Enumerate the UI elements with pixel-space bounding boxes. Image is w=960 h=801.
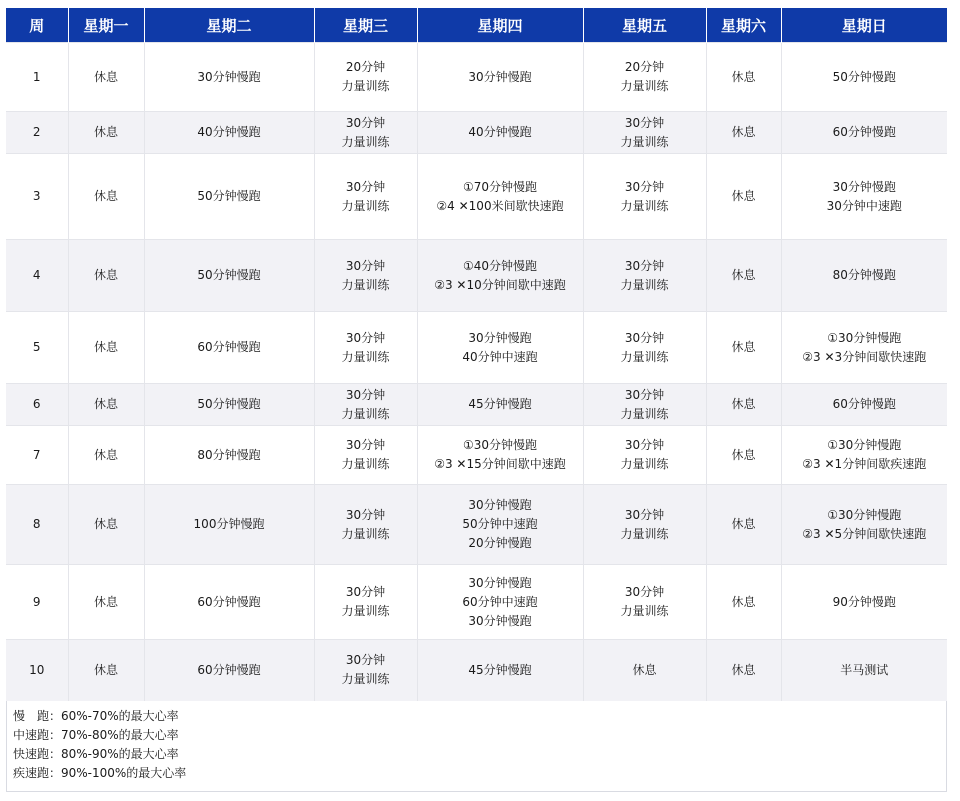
cell-line: 40分钟中速跑: [462, 349, 538, 364]
cell-line: 80分钟慢跑: [197, 447, 261, 462]
cell-sunday: [781, 485, 947, 565]
cell-thursday: [417, 485, 583, 565]
cell-saturday: [706, 154, 781, 240]
cell-line: ①30分钟慢跑: [827, 438, 902, 452]
cell-line: 30分钟慢跑: [468, 330, 532, 345]
cell-line: 60分钟慢跑: [832, 125, 896, 139]
cell-line: 30分钟: [624, 258, 665, 273]
cell-line: 力量训练: [620, 457, 669, 471]
cell-tuesday: [144, 240, 314, 312]
cell-line: 休息: [731, 125, 756, 139]
cell-monday: [68, 426, 144, 485]
cell-tuesday: [144, 640, 314, 701]
cell-line: 30分钟: [345, 585, 386, 599]
cell-line: 力量训练: [620, 604, 669, 618]
cell-line: 30分钟中速跑: [826, 198, 902, 213]
cell-monday: [68, 485, 144, 565]
cell-line: 30分钟: [624, 585, 665, 599]
cell-line: ①40分钟慢跑: [462, 258, 538, 273]
cell-line: 30分钟: [345, 330, 386, 345]
cell-line: 力量训练: [341, 604, 390, 618]
cell-monday: [68, 112, 144, 154]
cell-friday: [583, 240, 706, 312]
cell-line: 力量训练: [341, 349, 390, 364]
cell-line: 力量训练: [341, 526, 390, 541]
cell-tuesday: [144, 384, 314, 426]
cell-line: ②3 ✕1分钟间歇疾速跑: [802, 457, 927, 471]
cell-line: 40分钟慢跑: [468, 125, 532, 139]
cell-line: 30分钟慢跑: [468, 575, 532, 590]
cell-line: 30分钟: [624, 387, 665, 402]
cell-wednesday: [314, 485, 417, 565]
cell-line: 60分钟慢跑: [197, 594, 261, 609]
header-monday: 星期一: [68, 8, 144, 43]
cell-line: 50分钟慢跑: [197, 397, 261, 411]
cell-line: 50分钟慢跑: [832, 69, 896, 84]
cell-tuesday: [144, 485, 314, 565]
cell-line: 半马测试: [840, 662, 889, 677]
cell-friday: [583, 43, 706, 112]
cell-line: 20分钟: [345, 60, 386, 74]
cell-line: 休息: [731, 268, 756, 282]
cell-sunday: [781, 312, 947, 384]
cell-line: 30分钟: [345, 387, 386, 402]
cell-friday: [583, 154, 706, 240]
cell-line: 30分钟: [624, 438, 665, 452]
table-row: [6, 43, 947, 112]
cell-line: 30分钟: [345, 507, 386, 522]
cell-saturday: [706, 112, 781, 154]
cell-line: 30分钟: [345, 179, 386, 194]
cell-monday: [68, 640, 144, 701]
table-row: [6, 565, 947, 640]
cell-saturday: [706, 312, 781, 384]
cell-line: 休息: [93, 594, 118, 609]
training-plan-table: [6, 8, 947, 701]
cell-line: 休息: [731, 397, 756, 411]
cell-line: 休息: [93, 662, 118, 677]
cell-wednesday: [314, 112, 417, 154]
cell-monday: [68, 240, 144, 312]
cell-wednesday: [314, 43, 417, 112]
header-wednesday: 星期三: [314, 8, 417, 43]
cell-wednesday: [314, 240, 417, 312]
cell-monday: [68, 565, 144, 640]
table-row: [6, 426, 947, 485]
header-row: [6, 8, 947, 43]
cell-line: 休息: [93, 447, 118, 462]
header-thursday: 星期四: [417, 8, 583, 43]
cell-friday: [583, 312, 706, 384]
cell-line: 力量训练: [620, 406, 669, 421]
cell-thursday: [417, 384, 583, 426]
cell-line: 力量训练: [341, 134, 390, 149]
cell-monday: [68, 312, 144, 384]
cell-monday: [68, 384, 144, 426]
cell-line: 50分钟慢跑: [197, 268, 261, 282]
legend-line: 疾速跑：90%-100%的最大心率: [13, 766, 187, 780]
cell-wednesday: [314, 154, 417, 240]
cell-friday: [583, 426, 706, 485]
cell-line: 30分钟: [345, 438, 386, 452]
cell-line: 30分钟慢跑: [468, 498, 532, 512]
cell-thursday: [417, 112, 583, 154]
cell-line: 休息: [93, 397, 118, 411]
header-sunday: 星期日: [781, 8, 947, 43]
cell-line: 力量训练: [620, 526, 669, 541]
cell-line: 力量训练: [620, 349, 669, 364]
cell-sunday: [781, 565, 947, 640]
cell-sunday: [781, 43, 947, 112]
table-row: [6, 240, 947, 312]
cell-wednesday: [314, 312, 417, 384]
cell-line: 30分钟: [624, 179, 665, 194]
cell-line: 休息: [93, 189, 118, 203]
cell-line: 30分钟: [345, 115, 386, 130]
cell-wednesday: [314, 640, 417, 701]
cell-tuesday: [144, 43, 314, 112]
legend-line: 中速跑：70%-80%的最大心率: [13, 728, 179, 742]
cell-line: ②3 ✕5分钟间歇快速跑: [802, 526, 927, 541]
cell-wednesday: [314, 565, 417, 640]
cell-saturday: [706, 565, 781, 640]
cell-line: 休息: [731, 594, 756, 609]
cell-line: ①30分钟慢跑: [827, 507, 902, 522]
cell-line: 力量训练: [620, 134, 669, 149]
table-row: [6, 312, 947, 384]
header-saturday: 星期六: [706, 8, 781, 43]
cell-line: 100分钟慢跑: [193, 517, 265, 531]
cell-friday: [583, 112, 706, 154]
cell-monday: [68, 154, 144, 240]
header-week: 周: [6, 8, 68, 43]
cell-line: 30分钟: [345, 653, 386, 668]
week-number-cell: 6: [6, 384, 68, 426]
cell-wednesday: [314, 426, 417, 485]
cell-line: 力量训练: [341, 406, 390, 421]
cell-tuesday: [144, 565, 314, 640]
cell-line: 休息: [731, 517, 756, 531]
cell-thursday: [417, 312, 583, 384]
cell-line: 力量训练: [341, 457, 390, 471]
cell-line: 休息: [731, 447, 756, 462]
cell-line: 休息: [731, 340, 756, 354]
cell-line: 休息: [93, 125, 118, 139]
cell-line: 休息: [93, 69, 118, 84]
cell-line: 休息: [93, 268, 118, 282]
table-body: [6, 43, 947, 701]
week-number-cell: 1: [6, 43, 68, 112]
cell-saturday: [706, 240, 781, 312]
cell-line: 90分钟慢跑: [832, 594, 896, 609]
cell-line: 休息: [731, 69, 756, 84]
cell-line: ②3 ✕10分钟间歇中速跑: [434, 277, 566, 292]
cell-sunday: [781, 426, 947, 485]
cell-thursday: [417, 240, 583, 312]
cell-line: 45分钟慢跑: [468, 662, 532, 677]
week-number-cell: 10: [6, 640, 68, 701]
week-number-cell: 3: [6, 154, 68, 240]
cell-sunday: [781, 240, 947, 312]
cell-line: ①30分钟慢跑: [827, 330, 902, 345]
cell-line: 30分钟: [624, 507, 665, 522]
cell-friday: [583, 485, 706, 565]
cell-line: 60分钟慢跑: [832, 397, 896, 411]
cell-line: 20分钟慢跑: [468, 536, 532, 550]
cell-thursday: [417, 154, 583, 240]
cell-line: 40分钟慢跑: [197, 125, 261, 139]
cell-sunday: [781, 112, 947, 154]
heart-rate-legend: [13, 707, 186, 783]
cell-line: 60分钟慢跑: [197, 340, 261, 354]
cell-line: 30分钟: [624, 330, 665, 345]
cell-line: 休息: [731, 189, 756, 203]
cell-line: 休息: [632, 662, 657, 677]
cell-line: 80分钟慢跑: [832, 268, 896, 282]
cell-friday: [583, 565, 706, 640]
cell-line: 休息: [93, 517, 118, 531]
cell-line: ②3 ✕15分钟间歇中速跑: [434, 457, 566, 471]
cell-saturday: [706, 485, 781, 565]
week-number-cell: 7: [6, 426, 68, 485]
legend-line: 快速跑：80%-90%的最大心率: [13, 747, 179, 761]
header-tuesday: 星期二: [144, 8, 314, 43]
header-friday: 星期五: [583, 8, 706, 43]
cell-line: 力量训练: [341, 79, 390, 93]
cell-line: ①70分钟慢跑: [462, 179, 538, 194]
cell-line: 20分钟: [624, 60, 665, 74]
table-row: [6, 154, 947, 240]
cell-line: 力量训练: [341, 198, 390, 213]
cell-sunday: [781, 384, 947, 426]
cell-line: 休息: [93, 340, 118, 354]
cell-line: 30分钟慢跑: [832, 179, 896, 194]
cell-wednesday: [314, 384, 417, 426]
cell-line: 力量训练: [620, 198, 669, 213]
cell-monday: [68, 43, 144, 112]
cell-line: 30分钟: [345, 258, 386, 273]
cell-line: 60分钟中速跑: [462, 594, 538, 609]
week-number-cell: 2: [6, 112, 68, 154]
cell-line: ②4 ✕100米间歇快速跑: [436, 198, 564, 213]
cell-tuesday: [144, 312, 314, 384]
legend-line: 慢 跑：60%-70%的最大心率: [13, 709, 179, 723]
cell-sunday: [781, 154, 947, 240]
table-row: [6, 640, 947, 701]
cell-line: 30分钟慢跑: [468, 613, 532, 628]
cell-thursday: [417, 640, 583, 701]
cell-line: 45分钟慢跑: [468, 397, 532, 411]
cell-line: 60分钟慢跑: [197, 662, 261, 677]
cell-line: 力量训练: [620, 79, 669, 93]
table-row: [6, 485, 947, 565]
cell-tuesday: [144, 426, 314, 485]
cell-line: ②3 ✕3分钟间歇快速跑: [802, 349, 927, 364]
cell-line: 50分钟中速跑: [462, 517, 538, 531]
cell-thursday: [417, 43, 583, 112]
table-row: [6, 112, 947, 154]
cell-line: 30分钟: [624, 115, 665, 130]
week-number-cell: 5: [6, 312, 68, 384]
cell-line: 力量训练: [620, 277, 669, 292]
cell-line: 30分钟慢跑: [468, 69, 532, 84]
cell-saturday: [706, 384, 781, 426]
cell-line: 30分钟慢跑: [197, 69, 261, 84]
table-row: [6, 384, 947, 426]
week-number-cell: 8: [6, 485, 68, 565]
cell-sunday: [781, 640, 947, 701]
cell-line: 力量训练: [341, 672, 390, 687]
cell-thursday: [417, 426, 583, 485]
cell-tuesday: [144, 112, 314, 154]
cell-line: 力量训练: [341, 277, 390, 292]
cell-saturday: [706, 43, 781, 112]
week-number-cell: 9: [6, 565, 68, 640]
cell-friday: [583, 640, 706, 701]
cell-tuesday: [144, 154, 314, 240]
cell-line: 休息: [731, 662, 756, 677]
cell-saturday: [706, 640, 781, 701]
cell-line: ①30分钟慢跑: [462, 438, 538, 452]
week-number-cell: 4: [6, 240, 68, 312]
cell-thursday: [417, 565, 583, 640]
cell-friday: [583, 384, 706, 426]
cell-saturday: [706, 426, 781, 485]
cell-line: 50分钟慢跑: [197, 189, 261, 203]
